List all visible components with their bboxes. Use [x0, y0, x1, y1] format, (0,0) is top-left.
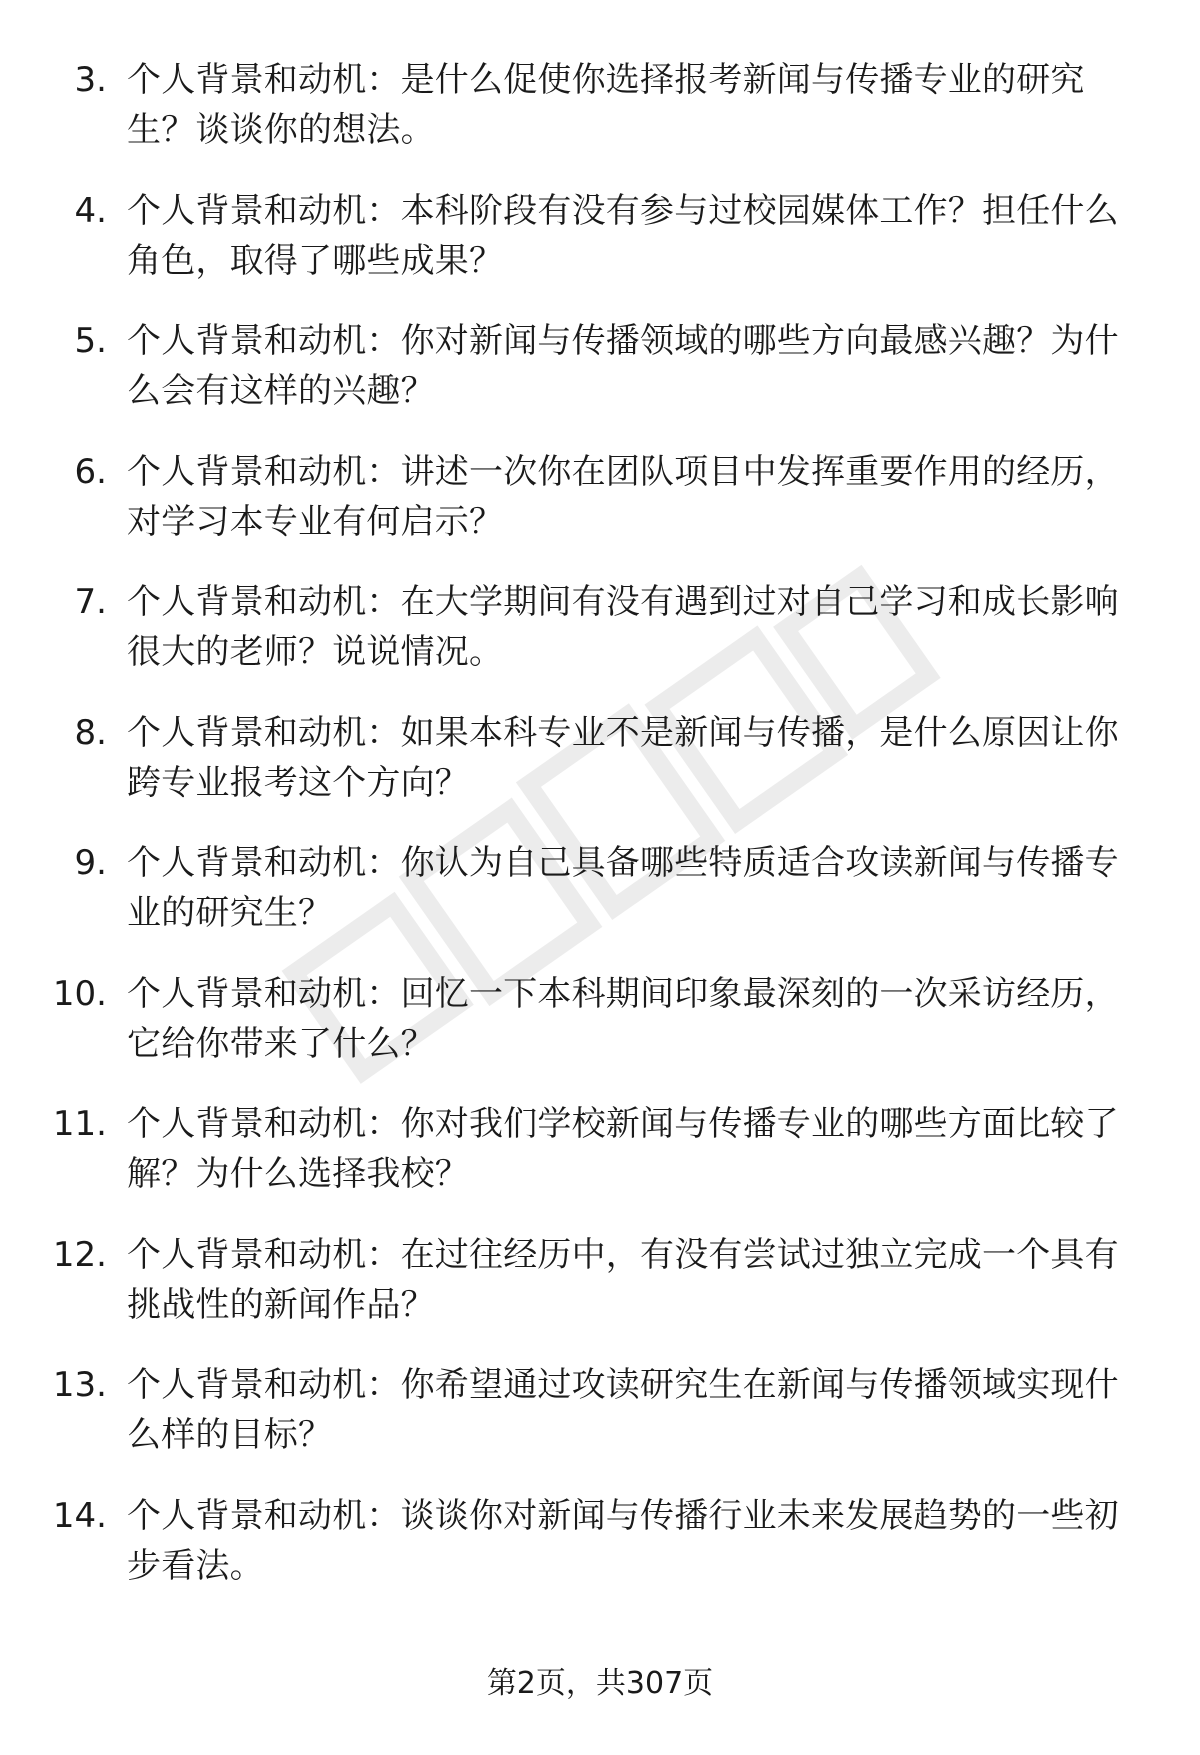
question-item — [0, 577, 1200, 708]
question-item — [0, 1360, 1200, 1491]
question-number: 3. — [74, 60, 107, 100]
question-text: 个人背景和动机：你对我们学校新闻与传播专业的哪些方面比较了解？为什么选择我校？ — [127, 1104, 1119, 1194]
question-text: 个人背景和动机：你希望通过攻读研究生在新闻与传播领域实现什么样的目标？ — [127, 1365, 1119, 1455]
question-number: 7. — [74, 582, 107, 622]
question-text: 个人背景和动机：在过往经历中，有没有尝试过独立完成一个具有挑战性的新闻作品？ — [127, 1234, 1119, 1325]
question-text: 个人背景和动机：在大学期间有没有遇到过对自己学习和成长影响很大的老师？说说情况。 — [127, 582, 1119, 672]
question-text: 个人背景和动机：讲述一次你在团队项目中发挥重要作用的经历，对学习本专业有何启示？ — [127, 451, 1119, 542]
question-item — [0, 55, 1200, 186]
question-number: 6. — [74, 451, 107, 492]
question-number: 10. — [52, 973, 107, 1014]
question-item — [0, 1099, 1200, 1230]
question-item — [0, 1230, 1200, 1361]
question-text: 个人背景和动机：你认为自己具备哪些特质适合攻读新闻与传播专业的研究生？ — [127, 843, 1119, 933]
page-footer: 第2页，共307页 — [486, 1666, 714, 1701]
question-text: 个人背景和动机：回忆一下本科期间印象最深刻的一次采访经历，它给你带来了什么？ — [127, 973, 1119, 1064]
question-text: 个人背景和动机：本科阶段有没有参与过校园媒体工作？担任什么角色，取得了哪些成果？ — [127, 190, 1119, 281]
question-number: 9. — [74, 843, 107, 883]
question-number: 8. — [74, 712, 107, 753]
question-item — [0, 838, 1200, 969]
question-number: 5. — [74, 321, 107, 361]
question-item — [0, 316, 1200, 447]
question-item — [0, 708, 1200, 839]
question-item — [0, 1491, 1200, 1622]
question-item — [0, 186, 1200, 317]
question-item — [0, 969, 1200, 1100]
question-text: 个人背景和动机：是什么促使你选择报考新闻与传播专业的研究生？谈谈你的想法。 — [127, 60, 1085, 150]
question-number: 12. — [52, 1234, 107, 1275]
question-number: 14. — [52, 1495, 107, 1536]
question-number: 13. — [52, 1365, 107, 1405]
question-number: 4. — [74, 190, 107, 231]
question-text: 个人背景和动机：如果本科专业不是新闻与传播，是什么原因让你跨专业报考这个方向？ — [127, 712, 1119, 803]
question-text: 个人背景和动机：谈谈你对新闻与传播行业未来发展趋势的一些初步看法。 — [127, 1495, 1119, 1586]
question-number: 11. — [52, 1104, 107, 1144]
question-item — [0, 447, 1200, 578]
question-text: 个人背景和动机：你对新闻与传播领域的哪些方向最感兴趣？为什么会有这样的兴趣？ — [127, 321, 1119, 411]
question-list — [0, 55, 1200, 1621]
